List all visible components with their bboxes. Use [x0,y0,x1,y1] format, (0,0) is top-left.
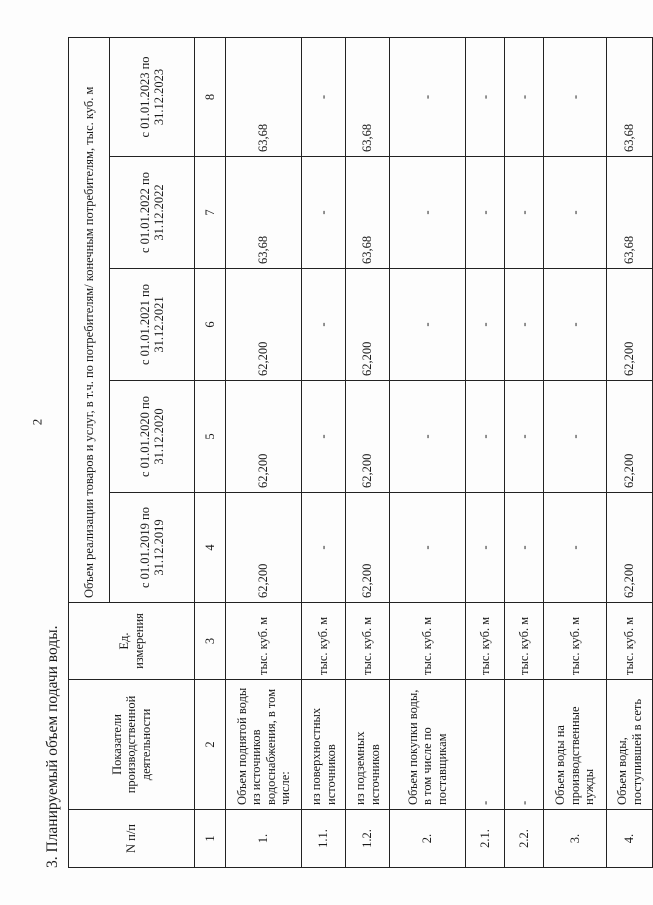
row-value: - [302,37,346,156]
row-num: 2.1. [466,810,505,868]
row-value: 62,200 [346,269,390,381]
section-title: 3. Планируемый объем подачи воды. [44,625,61,868]
row-unit: тыс. куб. м [544,603,607,680]
row-value: 62,200 [226,493,302,603]
row-value: - [544,381,607,493]
row-unit: тыс. куб. м [390,603,466,680]
header-indicator: Показатели производственной деятельности [69,680,195,810]
rotated-table-area [38,38,644,868]
row-value: - [302,157,346,269]
row-value: - [505,37,544,156]
column-index: 8 [195,37,226,156]
column-index: 3 [195,603,226,680]
row-value: - [505,157,544,269]
row-indicator: Объем поднятой воды из источников водоснабжения, в том числе: [226,680,302,810]
row-value: - [505,381,544,493]
row-value: - [302,381,346,493]
row-value: - [466,493,505,603]
row-value: 63,68 [607,157,653,269]
table-row [505,37,544,867]
table-row [607,37,653,867]
row-value: 62,200 [226,381,302,493]
row-unit: тыс. куб. м [346,603,390,680]
row-value: - [390,37,466,156]
column-index: 2 [195,680,226,810]
table-row [390,37,466,867]
row-value: - [466,157,505,269]
row-value: 63,68 [346,37,390,156]
row-unit: тыс. куб. м [302,603,346,680]
row-value: - [302,269,346,381]
row-value: - [544,269,607,381]
header-period: с 01.01.2022 по 31.12.2022 [110,157,195,269]
row-value: - [390,157,466,269]
row-unit: тыс. куб. м [466,603,505,680]
row-value: 62,200 [346,493,390,603]
header-num: N п/п [69,810,195,868]
header-period: с 01.01.2023 по 31.12.2023 [110,37,195,156]
row-value: 62,200 [607,493,653,603]
column-index: 1 [195,810,226,868]
row-value: - [390,269,466,381]
row-indicator: из поверхностных источников [302,680,346,810]
row-value: - [390,381,466,493]
row-value: - [505,493,544,603]
row-value: 63,68 [226,37,302,156]
row-indicator: Объем воды, поступившей в сеть [607,680,653,810]
column-index: 6 [195,269,226,381]
row-unit: тыс. куб. м [607,603,653,680]
row-indicator: - [505,680,544,810]
water-supply-table [68,37,653,868]
row-unit: тыс. куб. м [226,603,302,680]
row-indicator: - [466,680,505,810]
row-value: - [544,37,607,156]
row-value: 62,200 [607,269,653,381]
table-row [544,37,607,867]
table-row [302,37,346,867]
row-indicator: из подземных источников [346,680,390,810]
header-period: с 01.01.2020 по 31.12.2020 [110,381,195,493]
row-value: - [466,269,505,381]
row-value: - [505,269,544,381]
row-value: 63,68 [607,37,653,156]
row-value: 62,200 [346,381,390,493]
header-unit: Ед. измерения [69,603,195,680]
header-period: с 01.01.2021 по 31.12.2021 [110,269,195,381]
row-value: - [302,493,346,603]
row-num: 1.1. [302,810,346,868]
row-unit: тыс. куб. м [505,603,544,680]
row-num: 1. [226,810,302,868]
column-index: 4 [195,493,226,603]
row-value: - [466,37,505,156]
row-value: 62,200 [226,269,302,381]
row-value: - [544,157,607,269]
row-value: - [466,381,505,493]
row-value: - [390,493,466,603]
table-row [466,37,505,867]
row-value: 63,68 [346,157,390,269]
page-number: 2 [29,418,45,426]
row-num: 2.2. [505,810,544,868]
row-num: 1.2. [346,810,390,868]
column-index-row [195,37,226,867]
table-row [346,37,390,867]
header-row [69,37,110,867]
column-index: 7 [195,157,226,269]
row-num: 4. [607,810,653,868]
header-group: Объем реализации товаров и услуг, в т.ч. по потребителям/ конечным потребителям, тыс. куб. м [69,37,110,602]
table-row [226,37,302,867]
row-value: 62,200 [607,381,653,493]
row-num: 2. [390,810,466,868]
row-indicator: Объем покупки воды, в том числе по поставщикам [390,680,466,810]
row-indicator: Объем воды на производственные нужды [544,680,607,810]
row-value: - [544,493,607,603]
row-value: 63,68 [226,157,302,269]
row-num: 3. [544,810,607,868]
header-period: с 01.01.2019 по 31.12.2019 [110,493,195,603]
column-index: 5 [195,381,226,493]
